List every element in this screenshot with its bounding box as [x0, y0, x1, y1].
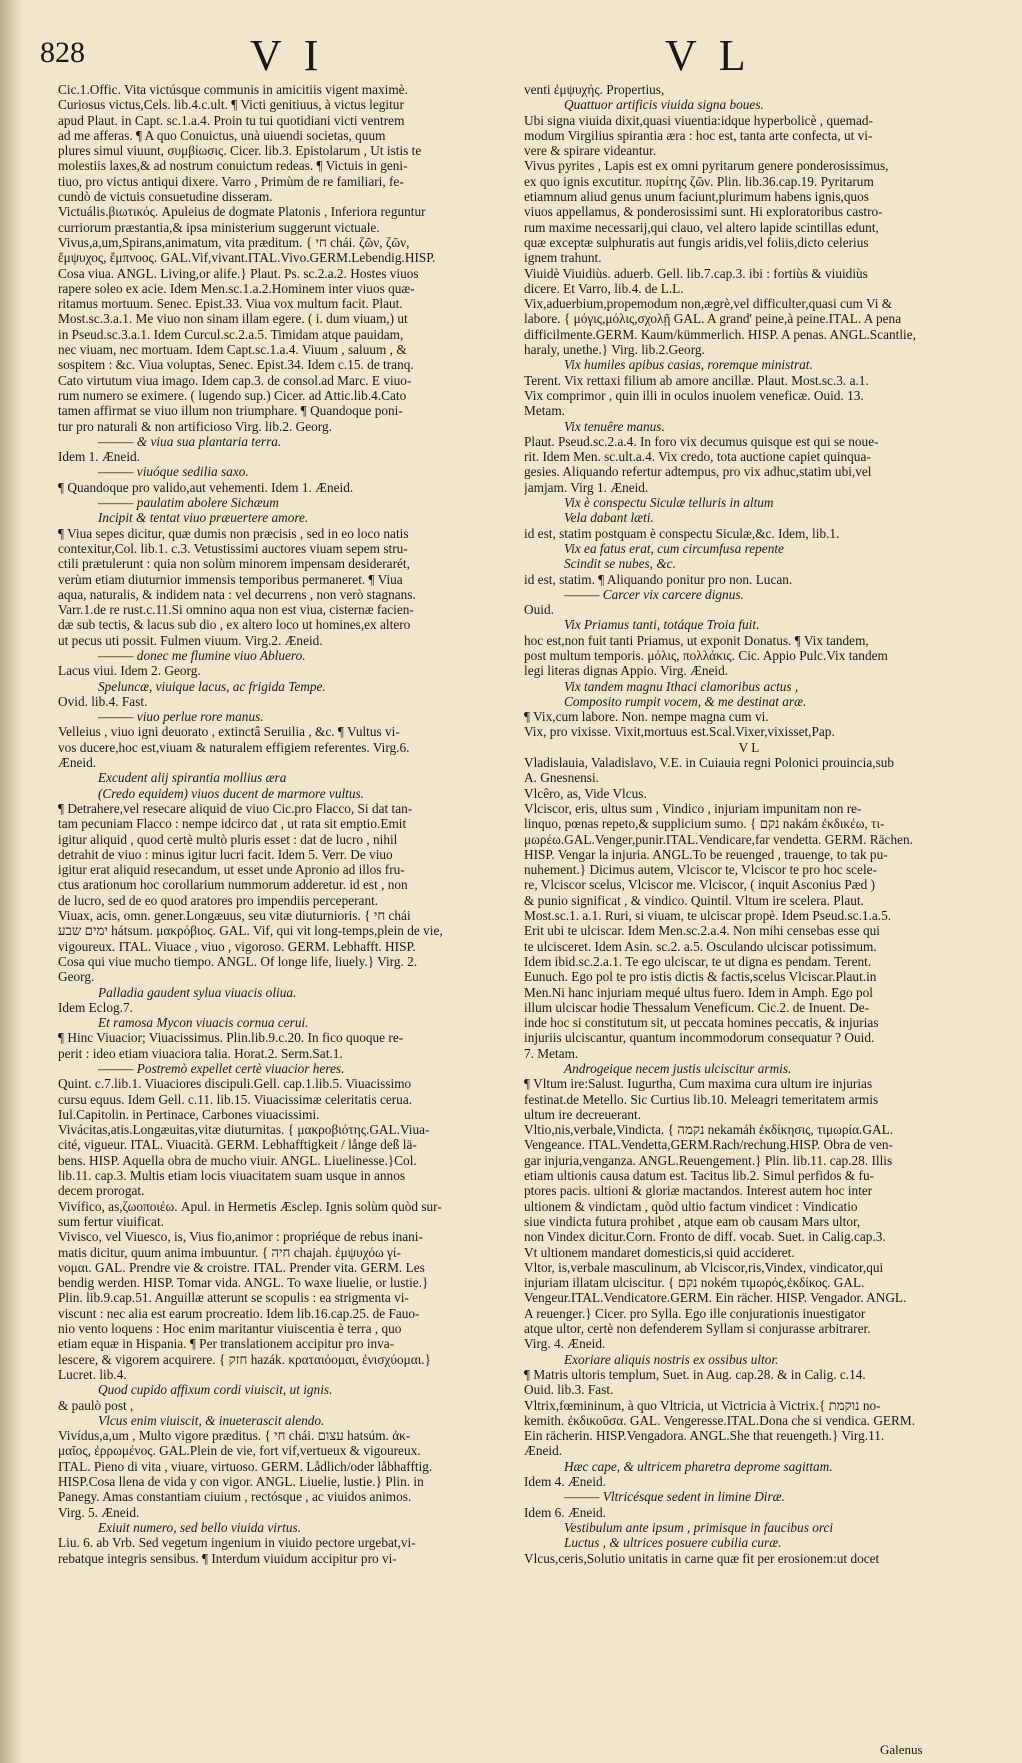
- text-line: νομαι. GAL. Prendre vie & croistre. ITAL. Prender vita. GERM. Les: [58, 1259, 425, 1275]
- text-line: Ovid. lib.4. Fast.: [58, 693, 148, 709]
- text-line: A. Gnesnensi.: [524, 770, 599, 786]
- text-line: Men.Ni hanc injuriam mequé ultus fuero. Idem in Amph. Ego pol: [524, 984, 873, 1000]
- text-line: post multum temporis. μόλις, πολλάκις. Cic. Appio Pulc.Vix tandem: [524, 647, 888, 663]
- text-line: Lucret. lib.4.: [58, 1366, 127, 1382]
- running-head-right: VL: [665, 31, 768, 80]
- text-line: ¶ Hinc Viuacior; Viuacissimus. Plin.lib.9.c.20. In fico quoque re-: [58, 1030, 404, 1046]
- text-line: sum fertur viuificat.: [58, 1213, 164, 1229]
- text-line: Vela dabant læti.: [564, 510, 654, 526]
- text-line: ctus arationum hoc corollarium nummorum adderetur. id est , non: [58, 877, 408, 893]
- left-text-column: [58, 82, 508, 1566]
- text-line: igitur erat aliquid resecandum, ut esset unde Apronio ad illos fru-: [58, 862, 405, 878]
- text-line: etiam ultionis causa datum est. Tacitus lib.2. Simul perfidos & fu-: [524, 1168, 875, 1184]
- text-line: A reuenger.} Cicer. pro Sylla. Ego ille conjurationis inuestigator: [524, 1305, 866, 1321]
- text-line: ad me afferas. ¶ A quo Conuictus, unà uiuendi societas, quum: [58, 127, 386, 143]
- text-line: injuriam illatam ulciscitur. { נקם nokém τιμωρός,ἐκδίκος. GAL.: [524, 1275, 865, 1291]
- text-line: Quint. c.7.lib.1. Viuaciores discipuli.Gell. cap.1.lib.5. Viuacissimo: [58, 1076, 412, 1092]
- text-line: ctili prætulerunt : quia non solùm minorem impensam desiderarét,: [58, 556, 410, 572]
- text-line: Vix tandem magnu Ithaci clamoribus actus ,: [564, 678, 799, 694]
- page-number: 828: [40, 36, 85, 69]
- text-line: Varr.1.de re rust.c.11.Si omnino aqua non est viua, cisternæ facien-: [58, 602, 414, 618]
- text-line: vos ducere,hoc est,viuam & naturalem effigiem referentes. Virg.6.: [58, 739, 410, 755]
- text-line: Vix, pro vixisse. Vixit,mortuus est.Scal.Vixer,vixisset,Pap.: [524, 724, 835, 740]
- text-line: siue vindicta futura prohibet , atque eam ob causam Mars ultor,: [524, 1213, 861, 1229]
- text-line: cursu equus. Idem Gell. c.11. lib.15. Viuacissimæ celeritatis cerua.: [58, 1091, 413, 1107]
- text-line: Vivus,a,um,Spirans,animatum, vita præditum. { חי chái. ζῶν, ζῶν,: [58, 234, 410, 250]
- text-line: detrahit de viuo : minus igitur lucri facit. Idem 5. Verr. De viuo: [58, 846, 393, 862]
- text-line: ptores pacis. ultioni & gloriæ mactandos. Interest autem hoc inter: [524, 1183, 873, 1199]
- text-line: Cato virtutum viua imago. Idem cap.3. de consol.ad Marc. E viuo-: [58, 372, 412, 388]
- text-line: Æneid.: [524, 1443, 563, 1459]
- text-line: Quod cupido affixum cordi viuiscit, ut ignis.: [98, 1382, 333, 1398]
- text-line: igitur aliquid , quod certè multò pluris esset : dat de lucro , nihil: [58, 831, 398, 847]
- text-line: difficilmente.GERM. Kaum/kümmerlich. HISP. A penas. ANGL.Scantlie,: [524, 326, 916, 342]
- text-line: labore. { μόγις,μόλις,σχολῇ GAL. A grand' peine,à peine.ITAL. A pena: [524, 311, 902, 327]
- text-line: Panegy. Amas constantiam ciuium , rectósque , ac viuidos animos.: [58, 1489, 412, 1505]
- text-line: Vix comprimor , quin illi in oculos inuolem veneficæ. Ouid. 13.: [524, 387, 864, 403]
- text-line: Cosa viua. ANGL. Living,or alife.} Plaut. Ps. sc.2.a.2. Hostes viuos: [58, 265, 419, 281]
- text-line: injuriis ulciscantur, quantum incommodorum consequatur ? Ouid.: [524, 1030, 875, 1046]
- right-text-column: [524, 82, 974, 1566]
- text-line: Curiosus victus,Cels. lib.4.c.ult. ¶ Victi genitiuus, à victus legitur: [58, 97, 404, 113]
- text-line: decem prorogat.: [58, 1183, 145, 1199]
- text-line: Victuális.βιωτικός. Apuleius de dogmate Platonis , Inferiora reguntur: [58, 204, 426, 220]
- text-line: etiam equæ in Hispania. ¶ Per translationem accipitur pro inva-: [58, 1336, 395, 1352]
- text-line: Viuidè Viuidiùs. aduerb. Gell. lib.7.cap.3. ibi : fortiùs & viuidiùs: [524, 265, 868, 281]
- text-line: nuhement.} Dicimus autem, Vlciscor te, Vlciscor te pro hoc scele-: [524, 862, 877, 878]
- text-line: perit : ideo etiam viuaciora talia. Horat.2. Serm.Sat.1.: [58, 1045, 343, 1061]
- text-line: Terent. Vix rettaxi filium ab amore ancillæ. Plaut. Most.sc.3. a.1.: [524, 372, 869, 388]
- text-line: Eunuch. Ego pol te pro istis dictis & factis,scelus Vlciscar.Plaut.in: [524, 969, 877, 985]
- text-line: ritamus mortuum. Senec. Epist.33. Viua vox multum facit. Plaut.: [58, 296, 403, 312]
- text-line: Idem 1. Æneid.: [58, 449, 140, 465]
- text-line: dicere. Et Varro, lib.4. de L.L.: [524, 280, 684, 296]
- text-line: Viuax, acis, omn. gener.Longæuus, seu vitæ diuturnioris. { חי chái: [58, 908, 411, 924]
- text-line: & paulò post ,: [58, 1397, 134, 1413]
- text-line: in Pseud.sc.3.a.1. Idem Curcul.sc.2.a.5. Timidam atque pauidam,: [58, 326, 404, 342]
- text-line: id est, statim. ¶ Aliquando ponitur pro non. Lucan.: [524, 571, 793, 587]
- text-line: Vivífico, as,ζωοποιέω. Apul. in Hermetis Æsclep. Ignis solùm quòd sur-: [58, 1198, 442, 1214]
- text-line: Vladislauia, Valadislavo, V.E. in Cuiauia regni Polonici prouincia,sub: [524, 755, 895, 771]
- text-line: Vlcus enim viuiscit, & inueterascit alendo.: [98, 1412, 325, 1428]
- text-line: Vltrix,fœmininum, à quo Vltricia, ut Victricia à Victrix.{ נוקמת no-: [524, 1397, 881, 1413]
- text-line: tamen affirmat se viuo illum non triumphare. ¶ Quandoque poni-: [58, 403, 403, 419]
- text-line: μαῖος, ἐρρωμένος. GAL.Plein de vie, fort vif,vertueux & vigoureux.: [58, 1443, 421, 1459]
- text-line: Plin. lib.9.cap.51. Anguillæ atterunt se scopulis : ea strigmenta vi-: [58, 1290, 409, 1306]
- text-line: Plaut. Pseud.sc.2.a.4. In foro vix decumus quisque est qui se noue-: [524, 433, 879, 449]
- text-line: Vltio,nis,verbale,Vindicta. { נקמה nekamáh ἐκδίκησις, τιμωρία.GAL.: [524, 1122, 894, 1138]
- text-line: Quattuor artificis viuida signa boues.: [564, 97, 764, 113]
- text-line: ¶ Vltum ire:Salust. Iugurtha, Cum maxima cura ultum ire injurias: [524, 1076, 873, 1092]
- text-line: Scindit se nubes, &c.: [564, 556, 676, 572]
- text-line: curriorum præstantia,& ipsa ministerium suggerunt victuale.: [58, 219, 380, 235]
- text-line: ——— & viua sua plantaria terra.: [98, 433, 282, 449]
- text-line: μωρέω.GAL.Venger,punir.ITAL.Vendicare,far vendetta. GERM. Rächen.: [524, 831, 913, 847]
- text-line: Liu. 6. ab Vrb. Sed vegetum ingenium in viuido pectore urgebat,vi-: [58, 1535, 416, 1551]
- text-line: Metam.: [524, 403, 565, 419]
- text-line: Most.sc.3.a.1. Me viuo non sinam illam egere. ( i. dum viuam,) ut: [58, 311, 408, 327]
- text-line: Speluncæ, viuique lacus, ac frigida Tempe.: [98, 678, 326, 694]
- text-line: Lacus viui. Idem 2. Georg.: [58, 663, 201, 679]
- text-line: Vlcus,ceris,Solutio unitatis in carne quæ fit per erosionem:ut docet: [524, 1550, 880, 1566]
- text-line: rum maxime necessarij,qui clauo, vel altero lapide scintillas edunt,: [524, 219, 879, 235]
- text-line: nio vento loquens : Hoc enim maritantur viuiscentia è terra , quo: [58, 1321, 402, 1337]
- text-line: kemith. ἐκδικοῦσα. GAL. Vengeresse.ITAL.Dona che si vendica. GERM.: [524, 1412, 916, 1428]
- text-line: Ein rächerin. HISP.Vengadora. ANGL.She that reuengeth.} Virg.11.: [524, 1428, 885, 1444]
- text-line: ——— Postremò expellet certè viuacior heres.: [98, 1061, 345, 1076]
- text-line: Vivus pyrites , Lapis est ex omni pyritarum genere ponderosissimus,: [524, 158, 889, 174]
- text-line: Virg. 5. Æneid.: [58, 1504, 140, 1520]
- running-head-left: VI: [250, 31, 341, 80]
- text-line: tur pro naturali & non artificioso Virg. lib.2. Georg.: [58, 418, 332, 434]
- text-line: viuos appellamus, & ponderosissimi sunt. Hi exploratoribus castro-: [524, 204, 883, 220]
- text-line: 7. Metam.: [524, 1045, 579, 1061]
- text-line: atque ultor, certè non defenderem Syllam si conjurasse arbitrarer.: [524, 1321, 871, 1337]
- text-line: plures simul viuunt, συμβίωσις. Cicer. lib.3. Epistolarum , Ut istis te: [58, 143, 422, 159]
- text-line: Ouid. lib.3. Fast.: [524, 1382, 614, 1398]
- text-line: Vengeur.ITAL.Vendicatore.GERM. Ein rächer. HISP. Vengador. ANGL.: [524, 1290, 907, 1306]
- text-line: Erit ubi te ulciscar. Idem Men.sc.2.a.4. Non mihi censebas esse qui: [524, 923, 880, 939]
- text-line: cundò de victuis consuetudine disseram.: [58, 189, 273, 205]
- text-line: Vix humiles apibus casias, roremque ministrat.: [564, 357, 813, 373]
- text-line: ἔμψυχος, ἔμπνοος. GAL.Vif,vivant.ITAL.Vivo.GERM.Lebendig.HISP.: [58, 250, 436, 266]
- text-line: viscunt : nec alia est earum procreatio. Idem lib.16.cap.25. de Fauo-: [58, 1305, 420, 1321]
- text-line: Excudent alij spirantia mollius æra: [98, 770, 287, 786]
- text-line: Hæc cape, & ultricem pharetra deprome sagittam.: [564, 1458, 833, 1474]
- text-line: venti ἐμψυχής. Propertius,: [524, 82, 665, 97]
- text-line: legi literas dignas Appio. Virg. Æneid.: [524, 663, 729, 679]
- page-gutter-shadow: [0, 0, 22, 1763]
- text-line: ¶ Vix,cum labore. Non. nempe magna cum vi.: [524, 709, 769, 725]
- text-line: sospitem : &c. Viua voluptas, Senec. Epist.34. Idem c.15. de tranq.: [58, 357, 414, 373]
- text-line: apud Plaut. in Capt. sc.1.a.4. Proin tu tui quotidiani victi ventrem: [58, 112, 405, 128]
- text-line: bendig werden. HISP. Tomar vida. ANGL. To waxe liuelie, or lustie.}: [58, 1275, 429, 1291]
- text-line: Vix è conspectu Siculæ telluris in altum: [564, 495, 774, 511]
- text-line: Idem Eclog.7.: [58, 999, 133, 1015]
- text-line: ¶ Detrahere,vel resecare aliquid de viuo Cic.pro Flacco, Si dat tan-: [58, 800, 413, 816]
- text-line: ¶ Quandoque pro valido,aut vehementi. Idem 1. Æneid.: [58, 479, 354, 495]
- text-line: rum numero se eximere. ( lugendo sup.) Cicer. ad Attic.lib.4.Cato: [58, 387, 407, 403]
- text-line: lescere, & vigorem acquirere. { חזק hazák. κραταιόομαι, ἐνισχύομαι.}: [58, 1351, 432, 1367]
- text-line: (Credo equidem) viuos ducent de marmore vultus.: [98, 785, 365, 801]
- text-line: rebatque integris sensibus. ¶ Interdum viuidum accipitur pro vi-: [58, 1550, 397, 1566]
- text-line: etiamnum aliud genus unum faciunt,plurimum habens ignis,quos: [524, 189, 869, 205]
- text-line: vere & spirare videantur.: [524, 143, 657, 159]
- text-line: ¶ Viua sepes dicitur, quæ dumis non præcisis , sed in eo loco natis: [58, 525, 409, 541]
- text-line: Androgeique necem justis ulciscitur armis.: [564, 1061, 792, 1076]
- text-line: Idem 6. Æneid.: [524, 1504, 606, 1520]
- text-line: Virg. 4. Æneid.: [524, 1336, 606, 1352]
- text-line: Vix Priamus tanti, totáque Troia fuit.: [564, 617, 760, 633]
- text-line: ימים שבע hátsum. μακρόβιος. GAL. Vif, qui vit long-temps,plein de vie,: [58, 923, 443, 939]
- text-line: Vix ea fatus erat, cum circumfusa repente: [564, 540, 784, 556]
- text-line: Vestibulum ante ipsum , primisque in faucibus orci: [564, 1519, 834, 1535]
- text-line: ignem trahunt.: [524, 250, 602, 266]
- text-line: Vivídus,a,um , Multo vigore præditus. { חי chái. עצום hatsúm. ἀκ-: [58, 1428, 411, 1444]
- text-line: HISP.Cosa llena de vida y con vigor. ANGL. Liuelie, lustie.} Plin. in: [58, 1474, 424, 1490]
- text-line: Vivisco, vel Viuesco, is, Vius fio,animor : propriéque de rebus inani-: [58, 1229, 423, 1245]
- text-line: jamjam. Virg 1. Æneid.: [524, 479, 649, 495]
- text-line: ——— Vltricésque sedent in limine Diræ.: [564, 1489, 785, 1505]
- text-line: ——— paulatim abolere Sichæum: [98, 495, 279, 511]
- text-line: de lucro, sed de eo quod aratores pro impendiis perceperant.: [58, 892, 379, 908]
- text-line: ut pecus uti possit. Fulmen viuum. Virg.2. Æneid.: [58, 632, 323, 648]
- text-line: Incipit & tentat viuo præuertere amore.: [98, 510, 309, 526]
- text-line: hoc est,non fuit tanti Priamus, ut exponit Donatus. ¶ Vix tandem,: [524, 632, 869, 648]
- text-line: ——— viuóque sedilia saxo.: [98, 464, 249, 480]
- text-line: Cosa qui viue mucho tiempo. ANGL. Of longe life, liuely.} Virg. 2.: [58, 953, 418, 969]
- page-header: [0, 30, 1022, 80]
- text-line: gesies. Aliquando refertur adtempus, pro vix adhuc,statim ubi,vel: [524, 464, 872, 480]
- text-line: Vltor, is,verbale masculinum, ab Vlciscor,ris,Vindex, vindicator,qui: [524, 1259, 884, 1275]
- text-line: contexitur,Col. lib.1. c.3. Vetustissimi auctores viuam sepem stru-: [58, 540, 408, 556]
- text-line: Luctus , & ultrices posuere cubilia curæ.: [564, 1535, 782, 1551]
- text-line: ultionem & vindictam , quòd ultio factum vindicet : Vindicatio: [524, 1198, 858, 1214]
- text-line: Palladia gaudent sylua viuacis oliua.: [98, 984, 297, 1000]
- text-line: dæ sub tectis, & lacus sub dio , ex altero loco ut homines,ex altero: [58, 617, 411, 633]
- text-line: Velleius , viuo igni deuorato , extinctâ Seruilia , &c. ¶ Vultus vi-: [58, 724, 400, 740]
- text-line: Most.sc.1. a.1. Ruri, si viuam, te ulciscar propè. Idem Pseud.sc.1.a.5.: [524, 908, 892, 924]
- text-line: rapere soleo ex acie. Idem Men.sc.1.a.2.Hominem inter viuos quæ-: [58, 280, 415, 296]
- text-line: Vivácitas,atis.Longæuitas,vitæ diuturnitas. { μακροβιότης.GAL.Viua-: [58, 1122, 430, 1138]
- text-line: Æneid.: [58, 755, 97, 771]
- text-line: ——— donec me flumine viuo Abluero.: [98, 647, 306, 663]
- text-line: nec viuam, nec mortuam. Idem Capt.sc.1.a.4. Viuum , saluum , &: [58, 342, 407, 358]
- text-line: tiuo, pro victus antiqui dixere. Varro , Primùm de re familiari, fe-: [58, 173, 404, 189]
- text-line: Idem 4. Æneid.: [524, 1474, 606, 1490]
- text-line: inde hoc si constitutum sit, ut peccata homines peccatis, & injurias: [524, 1015, 879, 1031]
- text-line: Vengeance. ITAL.Vendetta,GERM.Rach/rechung.HISP. Obra de ven-: [524, 1137, 893, 1153]
- text-line: matis dicitur, quum anima imbuuntur. { חיה chajah. ἐμψυχόω γί-: [58, 1244, 401, 1260]
- text-line: re, Vlciscor scelus, Vlciscor me. Vlciscor, ( inquit Asconius Pæd ): [524, 877, 876, 893]
- text-line: haraly, unethe.} Virg. lib.2.Georg.: [524, 342, 705, 358]
- text-line: ——— Carcer vix carcere dignus.: [564, 586, 744, 602]
- text-line: gar injuria,venganza. ANGL.Reuengement.} Plin. lib.11. cap.28. Illis: [524, 1152, 893, 1168]
- text-line: Georg.: [58, 969, 95, 985]
- text-line: ultum ire decreuerant.: [524, 1106, 642, 1122]
- text-line: rit. Idem Men. sc.ult.a.4. Vix credo, tota auctione capiet quinqua-: [524, 449, 871, 465]
- text-line: verùm etiam diuturnior immensis temporibus permaneret. ¶ Viua: [58, 571, 403, 587]
- text-line: Vt ultionem mandaret domesticis,si quid accideret.: [524, 1244, 795, 1260]
- text-line: linquo, pœnas repeto,& supplicium sumo. { נקם nakám ἐκδικέω, τι-: [524, 816, 885, 832]
- text-line: Exiuit numero, sed bello viuida virtus.: [98, 1519, 301, 1535]
- text-line: Idem ibid.sc.2.a.1. Te ego ulciscar, te ut digna es pendam. Terent.: [524, 953, 872, 969]
- text-line: ITAL. Pieno di vita , viuare, virtuoso. GERM. Lådlich/oder låbhafftig.: [58, 1458, 433, 1474]
- text-line: Cic.1.Offic. Vita victúsque communis in amicitiis vigent maximè.: [58, 82, 408, 97]
- text-line: Vix tenuêre manus.: [564, 418, 665, 434]
- text-line: Composito rumpit vocem, & me destinat aræ.: [564, 693, 807, 709]
- text-line: illum ulciscar hodie Thessalum Veneficum. Cic.2. de Inuent. De-: [524, 999, 870, 1015]
- text-line: Et ramosa Mycon viuacis cornua cerui.: [98, 1015, 309, 1031]
- text-line: cité, vigueur. ITAL. Viuacità. GERM. Lebhafftigkeit / långe deß lä-: [58, 1137, 417, 1153]
- catchword: Galenus: [880, 1742, 923, 1757]
- text-line: tam pecuniam Flacco : nempe idcirco dat , ut rata sit emptio.Emit: [58, 816, 407, 832]
- text-line: aqua, naturalis, & indidem nata : vel decurrens , non verò stagnans.: [58, 586, 416, 602]
- text-line: non Vindex dicitur.Corn. Fronto de diff. vocab. Suet. in Calig.cap.3.: [524, 1229, 886, 1245]
- text-line: HISP. Vengar la injuria. ANGL.To be reuenged , trauenge, to tak pu-: [524, 846, 888, 862]
- text-line: Iul.Capitolin. in Pertinace, Carbones viuacissimi.: [58, 1106, 320, 1122]
- text-line: Vlciscor, eris, ultus sum , Vindico , injuriam impunitam non re-: [524, 800, 862, 816]
- text-line: V L: [738, 739, 760, 755]
- text-line: Vix,aduerbium,propemodum non,ægrè,vel difficulter,quasi cum Vi &: [524, 296, 893, 312]
- text-line: & punio significat , & vindico. Quintil. Vltum ire scelera. Plaut.: [524, 892, 864, 908]
- text-line: id est, statim postquam è conspectu Siculæ,&c. Idem, lib.1.: [524, 525, 840, 541]
- text-line: ——— viuo perlue rore manus.: [98, 709, 264, 725]
- text-line: Ubi signa viuida dixit,quasi viuentia:idque hyperbolicè , quemad-: [524, 112, 873, 128]
- text-line: ¶ Matris ultoris templum, Suet. in Aug. cap.28. & in Calig. c.14.: [524, 1366, 866, 1382]
- text-line: Exoriare aliquis nostris ex ossibus ultor.: [564, 1351, 779, 1367]
- text-line: bens. HISP. Aquella obra de mucho viuir. ANGL. Liuelinesse.}Col.: [58, 1152, 417, 1168]
- text-line: Ouid.: [524, 602, 554, 618]
- text-line: quæ exceptæ sulphuratis aut fungis aridis,vel foliis,dicto celerius: [524, 234, 869, 250]
- text-line: molestiis laxes,& ad nostrum conuictum redeas. ¶ Victuis in geni-: [58, 158, 408, 174]
- text-line: te ulcisceret. Idem Asin. sc.2. a.5. Osculando ulciscar potissimum.: [524, 938, 877, 954]
- text-line: lib.11. cap.3. Multis etiam locis viuacitatem suam usque in annos: [58, 1168, 406, 1184]
- text-line: ex quo ignis excutitur. πυρίτης ζῶν. Plin. lib.36.cap.19. Pyritarum: [524, 173, 874, 189]
- text-line: modum Virgilius spirantia æra : hoc est, tanta arte confecta, ut vi-: [524, 127, 873, 143]
- text-line: festinat.de Metello. Sic Curtius lib.10. Meleagri temeritatem armis: [524, 1091, 879, 1107]
- text-line: Vlcêro, as, Vide Vlcus.: [524, 785, 647, 801]
- text-line: vigoureux. ITAL. Viuace , viuo , vigoroso. GERM. Lebhafft. HISP.: [58, 938, 416, 954]
